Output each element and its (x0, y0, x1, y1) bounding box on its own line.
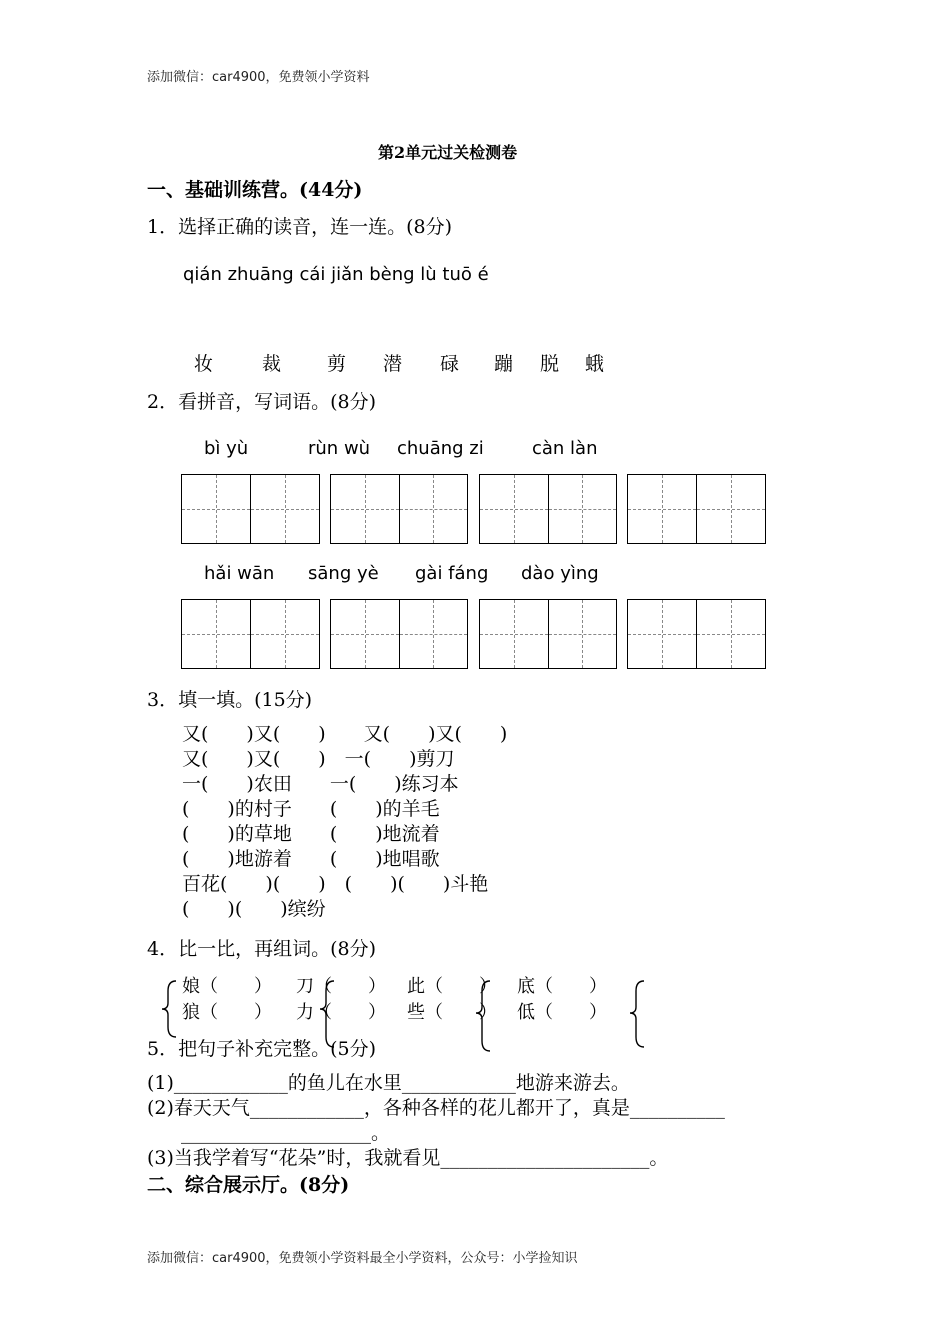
writing-grid[interactable] (479, 599, 617, 669)
page-footer: 添加微信：car4900，免费领小学资料最全小学资料，公众号：小学捡知识 (147, 1251, 578, 1266)
q4-item: 些（ ） (407, 1002, 497, 1023)
q3-line: 又( )又( ) 又( )又( ) (182, 723, 508, 745)
q3-label: 3．填一填。(15分) (147, 689, 313, 711)
q3-line: ( )的草地 ( )地流着 (182, 823, 440, 845)
brace-icon (162, 981, 176, 1037)
q2-pinyin: càn làn (532, 438, 598, 459)
q1-char: 裁 (262, 353, 282, 375)
q2-pinyin: sāng yè (308, 563, 379, 584)
q1-char: 蹦 (494, 353, 514, 375)
writing-grid[interactable] (627, 474, 766, 544)
writing-grid[interactable] (181, 599, 320, 669)
q2-pinyin: bì yù (204, 438, 249, 459)
q3-line: 百花( )( ) ( )( )斗艳 (182, 873, 489, 895)
q4-item: 力（ ） (296, 1002, 386, 1023)
q2-label: 2．看拼音，写词语。(8分) (147, 391, 377, 413)
q2-pinyin: gài fáng (415, 563, 489, 584)
q5-label: 5．把句子补充完整。(5分) (147, 1038, 377, 1060)
q5-sentence-2: (2)春天天气____________，各种各样的花儿都开了，真是__________ (147, 1097, 725, 1119)
q3-line: ( )的村子 ( )的羊毛 (182, 798, 440, 820)
q5-sentence-3: (3)当我学着写“花朵”时，我就看见______________________。 (147, 1147, 669, 1169)
q4-label: 4．比一比，再组词。(8分) (147, 938, 377, 960)
writing-grid[interactable] (330, 599, 468, 669)
section-1-heading: 一、基础训练营。(44分) (147, 179, 363, 201)
q4-item: 低（ ） (517, 1002, 607, 1023)
q4-item: 狼（ ） (182, 1002, 272, 1023)
q1-char: 蛾 (585, 353, 605, 375)
brace-icon (630, 981, 644, 1047)
q1-char: 潜 (383, 353, 403, 375)
q3-line: 又( )又( ) 一( )剪刀 (182, 748, 455, 770)
q2-pinyin: chuāng zi (397, 438, 484, 459)
q5-sentence-1: (1)____________的鱼儿在水里____________地游来游去。 (147, 1072, 630, 1094)
page-title: 第2单元过关检测卷 (378, 143, 518, 162)
q1-label: 1．选择正确的读音，连一连。(8分) (147, 216, 453, 238)
writing-grid[interactable] (330, 474, 468, 544)
q2-pinyin: hǎi wān (204, 563, 275, 584)
section-2-heading: 二、综合展示厅。(8分) (147, 1174, 350, 1196)
q1-char: 妆 (194, 353, 214, 375)
q5-sentence-2-cont: ____________________。 (181, 1122, 391, 1144)
q1-char: 脱 (540, 353, 560, 375)
page-header: 添加微信：car4900，免费领小学资料 (147, 70, 370, 85)
q2-pinyin: rùn wù (308, 438, 371, 459)
q1-pinyin: qián zhuāng cái jiǎn bèng lù tuō é (183, 264, 489, 285)
q4-item: 娘（ ） (182, 976, 272, 997)
q1-char: 剪 (327, 353, 347, 375)
q1-char: 碌 (440, 353, 460, 375)
writing-grid[interactable] (181, 474, 320, 544)
q4-item: 刀（ ） (296, 976, 386, 997)
q2-pinyin: dào yìng (521, 563, 599, 584)
q3-line: ( )( )缤纷 (182, 898, 326, 920)
q3-line: ( )地游着 ( )地唱歌 (182, 848, 440, 870)
q4-item: 此（ ） (407, 976, 497, 997)
writing-grid[interactable] (479, 474, 617, 544)
q4-item: 底（ ） (517, 976, 607, 997)
writing-grid[interactable] (627, 599, 766, 669)
q3-line: 一( )农田 一( )练习本 (182, 773, 459, 795)
